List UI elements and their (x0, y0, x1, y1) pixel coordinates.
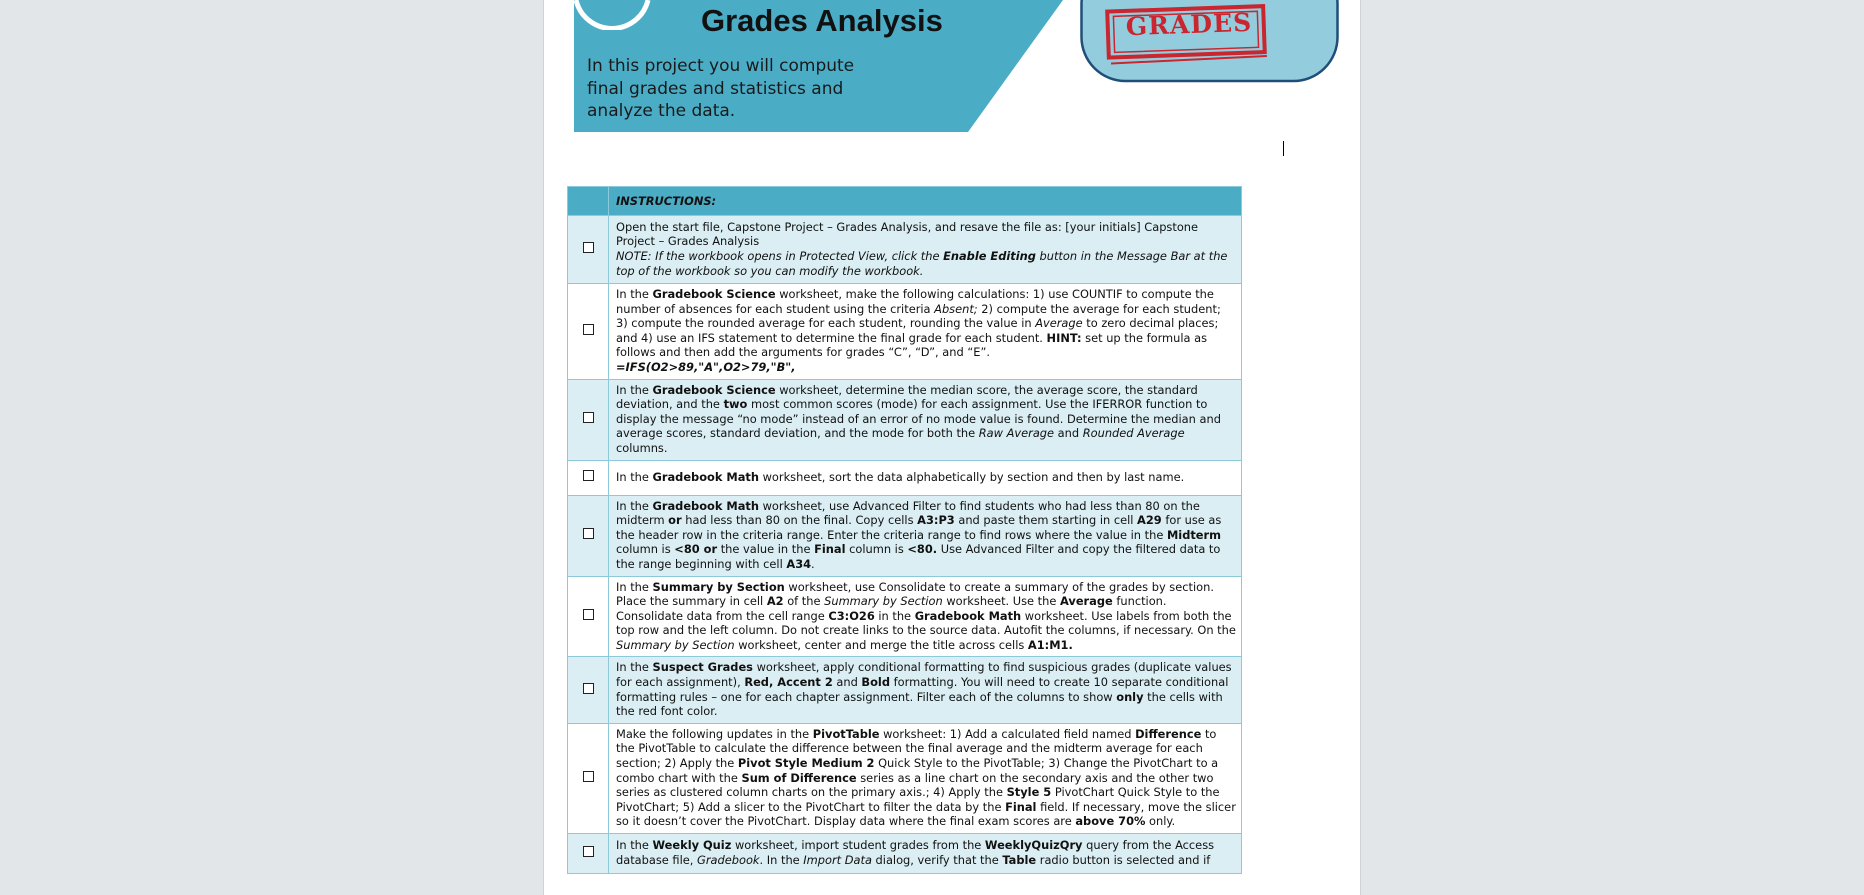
text-cursor (1283, 141, 1284, 156)
instruction-text-segment: A3:P3 (917, 513, 955, 528)
instruction-text-segment: In the (616, 287, 653, 301)
instruction-text-segment: . (811, 556, 815, 571)
instruction-text-segment: worksheet, make the following calculations: 1) use COUNTIF to compute the number of absences for each student using the criteria (616, 287, 1214, 316)
instruction-text-segment: Pivot Style Medium 2 (737, 756, 875, 771)
instruction-text-segment: Make the following updates in the (616, 726, 813, 741)
instruction-text-segment: only (1116, 689, 1144, 704)
instruction-row (568, 216, 1242, 284)
instruction-text-segment: Raw Average (978, 426, 1055, 441)
instructions-table (567, 186, 1242, 874)
instruction-row (568, 284, 1242, 380)
instruction-text-segment: In the (616, 838, 653, 853)
instruction-text-segment: In the (616, 498, 653, 513)
instruction-text-segment: worksheet, center and merge the title across cells (734, 637, 1028, 652)
instruction-text-segment: the value in the (717, 542, 815, 557)
instruction-text-segment: column is (616, 542, 675, 557)
instruction-text (609, 460, 1242, 495)
instruction-text-segment: Summary by Section (616, 637, 735, 652)
step-checkbox[interactable] (583, 528, 594, 539)
instruction-text-segment: Final (1005, 799, 1037, 814)
instruction-text-segment: Import Data (803, 853, 872, 867)
checkbox-cell (568, 834, 609, 874)
instruction-text-segment: of the (783, 594, 825, 609)
instruction-text-segment: radio button is selected and if (1036, 853, 1211, 867)
checkbox-cell (568, 460, 609, 495)
instruction-text-segment: . In the (759, 853, 804, 867)
instructions-header-cell (609, 187, 1242, 216)
instruction-text-segment: the cells with the red font color. (616, 689, 1223, 719)
instruction-text-segment: most common scores (mode) for each assignment. Use the IFERROR function to display the message “no mode” instead of an error of no mode value is found. Determine the median and average scores, standard deviation, and the mode for both the (616, 397, 1221, 441)
instruction-text-segment: above 70% (1075, 814, 1146, 829)
instruction-row (568, 657, 1242, 723)
step-checkbox[interactable] (583, 683, 594, 694)
instruction-text-segment: In the (616, 382, 653, 397)
checkbox-cell (568, 495, 609, 576)
instruction-text-segment: In the (616, 579, 653, 594)
instruction-text (609, 723, 1242, 833)
instruction-text-segment: Enable Editing (943, 249, 1036, 263)
instruction-text-segment: set up the formula as follows and then add the arguments for grades “C”, “D”, and “E”. (616, 330, 1208, 360)
instruction-text-segment: Gradebook (697, 853, 760, 867)
step-checkbox[interactable] (583, 470, 594, 481)
instruction-text-segment: dialog, verify that the (871, 853, 1003, 867)
instruction-text-segment: Midterm (1166, 527, 1222, 542)
header-blank-cell (568, 187, 609, 216)
instruction-text-segment: Gradebook Math (652, 498, 759, 513)
instruction-text-segment: field. If necessary, move the slicer so it doesn’t cover the PivotChart. Display data where the final exam scores are (616, 799, 1236, 829)
checkbox-cell (568, 657, 609, 723)
instruction-text-segment: worksheet. Use labels from both the top row and the left column. Do not create links to the source data. Autofit the columns, if necessary. On the (616, 608, 1236, 638)
instruction-text-segment: Bold (861, 675, 890, 690)
instruction-row (568, 379, 1242, 460)
instruction-text-segment: query from the Access database file, (616, 838, 1215, 867)
instruction-text-segment: =IFS(O2>89,"A",O2>79,"B", (616, 359, 796, 374)
instruction-text-segment: A34 (786, 556, 812, 571)
step-checkbox[interactable] (583, 324, 594, 335)
instruction-text-segment: <80 or (674, 542, 718, 557)
instruction-text-segment: Gradebook Science (652, 287, 776, 301)
instruction-text-segment: <80. (907, 542, 938, 557)
instruction-text-segment: and (1054, 426, 1083, 441)
instruction-text-segment: Absent; (934, 301, 978, 316)
instruction-text (609, 284, 1242, 380)
instruction-text-segment: WeeklyQuizQry (984, 838, 1083, 853)
instruction-text (609, 379, 1242, 460)
instruction-text-segment: A29 (1137, 513, 1162, 528)
instruction-text-segment: Summary by Section (824, 594, 943, 609)
instruction-text-segment: to the PivotTable to calculate the difference between the final average and the midterm average for each section; 2) Apply the (616, 726, 1217, 771)
instruction-text-segment: PivotChart Quick Style to the PivotChart; 5) Add a slicer to the PivotChart to filter the data by the (616, 785, 1220, 814)
instruction-text-segment: Final (814, 542, 846, 557)
instructions-header-row (568, 187, 1242, 216)
instruction-text-segment: 2) compute the average for each student; 3) compute the rounded average for each student, rounding the value in (616, 301, 1221, 331)
instruction-text-segment: worksheet. Use the (942, 594, 1060, 609)
instruction-text-segment: Table (1002, 853, 1037, 867)
instruction-text-segment: Suspect Grades (652, 660, 753, 675)
instruction-text-segment: worksheet, determine the median score, the average score, the standard deviation, and the (616, 382, 1198, 412)
instruction-row (568, 723, 1242, 833)
instruction-text-segment: A2 (766, 594, 784, 609)
instruction-text-segment: Open the start file, Capstone Project – Grades Analysis, and resave the file as: [your initials] Capstone Project – Grades Analysis (616, 219, 1199, 249)
instruction-text-segment: series as a line chart on the secondary axis and the other two series as clustered column charts on the primary axis.; 4) Apply the (616, 770, 1214, 800)
instruction-text-segment: Use Advanced Filter and copy the filtered data to the range beginning with cell (616, 542, 1221, 571)
instructions-header: INSTRUCTIONS: (616, 193, 717, 208)
instruction-text (609, 576, 1242, 657)
instruction-text-segment: worksheet, sort the data alphabetically by section and then by last name. (758, 469, 1185, 484)
instruction-text-segment: Average (1060, 594, 1113, 609)
instruction-text-segment: Rounded Average (1082, 426, 1185, 441)
project-logo (574, 0, 654, 30)
instruction-text-segment: In the (616, 660, 653, 675)
instruction-text-segment: Gradebook Math (652, 469, 759, 484)
instruction-text-segment: columns. (616, 440, 668, 455)
checkbox-cell (568, 379, 609, 460)
instruction-text-segment: for use as the header row in the criteria range. Enter the criteria range to find rows where the value in the (616, 513, 1222, 542)
instruction-text-segment: Average (1035, 316, 1083, 331)
instruction-text-segment: NOTE: If the workbook opens in Protected View, click the (616, 249, 944, 263)
page-title: Grades Analysis (701, 3, 943, 38)
instruction-row (568, 460, 1242, 495)
instruction-text-segment: to zero decimal places; and 4) use an IFS statement to determine the final grade for each student. (616, 316, 1219, 345)
step-checkbox[interactable] (583, 242, 594, 253)
instruction-text-segment: two (723, 397, 748, 412)
grades-badge-text: GRADES (1125, 7, 1253, 42)
instruction-text-segment: Gradebook Science (652, 382, 776, 397)
instruction-text-segment: C3:O26 (828, 608, 875, 623)
instruction-text-segment: worksheet, use Advanced Filter to find students who had less than 80 on the midterm (616, 498, 1200, 528)
instruction-text-segment: HINT: (1046, 330, 1082, 345)
instruction-text-segment: only. (1145, 814, 1176, 829)
instruction-text-segment: formatting. You will need to create 10 separate conditional formatting rules – one for each chapter assignment. Filter each of the columns to show (616, 675, 1229, 704)
checkbox-cell (568, 284, 609, 380)
instruction-text-segment: Weekly Quiz (652, 838, 732, 853)
instruction-text-segment: Red, Accent 2 (744, 675, 833, 690)
instruction-text-segment: Difference (1135, 726, 1202, 741)
instruction-text-segment: In the (616, 469, 653, 484)
instruction-text-segment: Quick Style to the PivotTable; 3) Change the PivotChart to a combo chart with the (616, 756, 1219, 785)
instruction-text-segment: and (832, 675, 862, 690)
instruction-text-segment: worksheet: 1) Add a calculated field named (879, 726, 1136, 741)
instruction-row (568, 576, 1242, 657)
instruction-text-segment: Summary by Section (652, 579, 785, 594)
instruction-text-segment: A1:M1. (1027, 637, 1073, 652)
instruction-text-segment: Gradebook Math (914, 608, 1022, 623)
instruction-text-segment: worksheet, import student grades from the (731, 838, 985, 853)
instruction-text-segment: worksheet, use Consolidate to create a summary of the grades by section. Place the summary in cell (616, 579, 1214, 609)
checkbox-cell (568, 216, 609, 284)
instruction-text-segment: column is (845, 542, 908, 557)
instruction-text-segment: worksheet, apply conditional formatting to find suspicious grades (duplicate values for each assignment), (616, 660, 1232, 690)
instruction-text (609, 834, 1242, 874)
instruction-text-segment: had less than 80 on the final. Copy cells (681, 513, 918, 528)
instruction-text (609, 657, 1242, 723)
step-checkbox[interactable] (583, 609, 594, 620)
step-checkbox[interactable] (583, 846, 594, 857)
checkbox-cell (568, 723, 609, 833)
instruction-text-segment: in the (874, 608, 915, 623)
checkbox-cell (568, 576, 609, 657)
instruction-text (609, 495, 1242, 576)
instruction-text-segment: or (668, 513, 682, 528)
document-page (543, 0, 1361, 895)
instruction-row (568, 834, 1242, 874)
step-checkbox[interactable] (583, 771, 594, 782)
instruction-text-segment: and paste them starting in cell (954, 513, 1138, 528)
step-checkbox[interactable] (583, 412, 594, 423)
instruction-row (568, 495, 1242, 576)
instruction-text-segment: Sum of Difference (741, 770, 857, 785)
instruction-text (609, 216, 1242, 284)
instruction-text-segment: Style 5 (1006, 785, 1052, 800)
project-intro: In this project you will compute final grades and statistics and analyze the data. (587, 56, 855, 121)
instruction-text-segment: PivotTable (812, 726, 880, 741)
instruction-text-segment: button in the Message Bar at the top of the workbook so you can modify the workbook. (616, 249, 1228, 278)
instruction-text-segment: function. Consolidate data from the cell range (616, 594, 1167, 623)
